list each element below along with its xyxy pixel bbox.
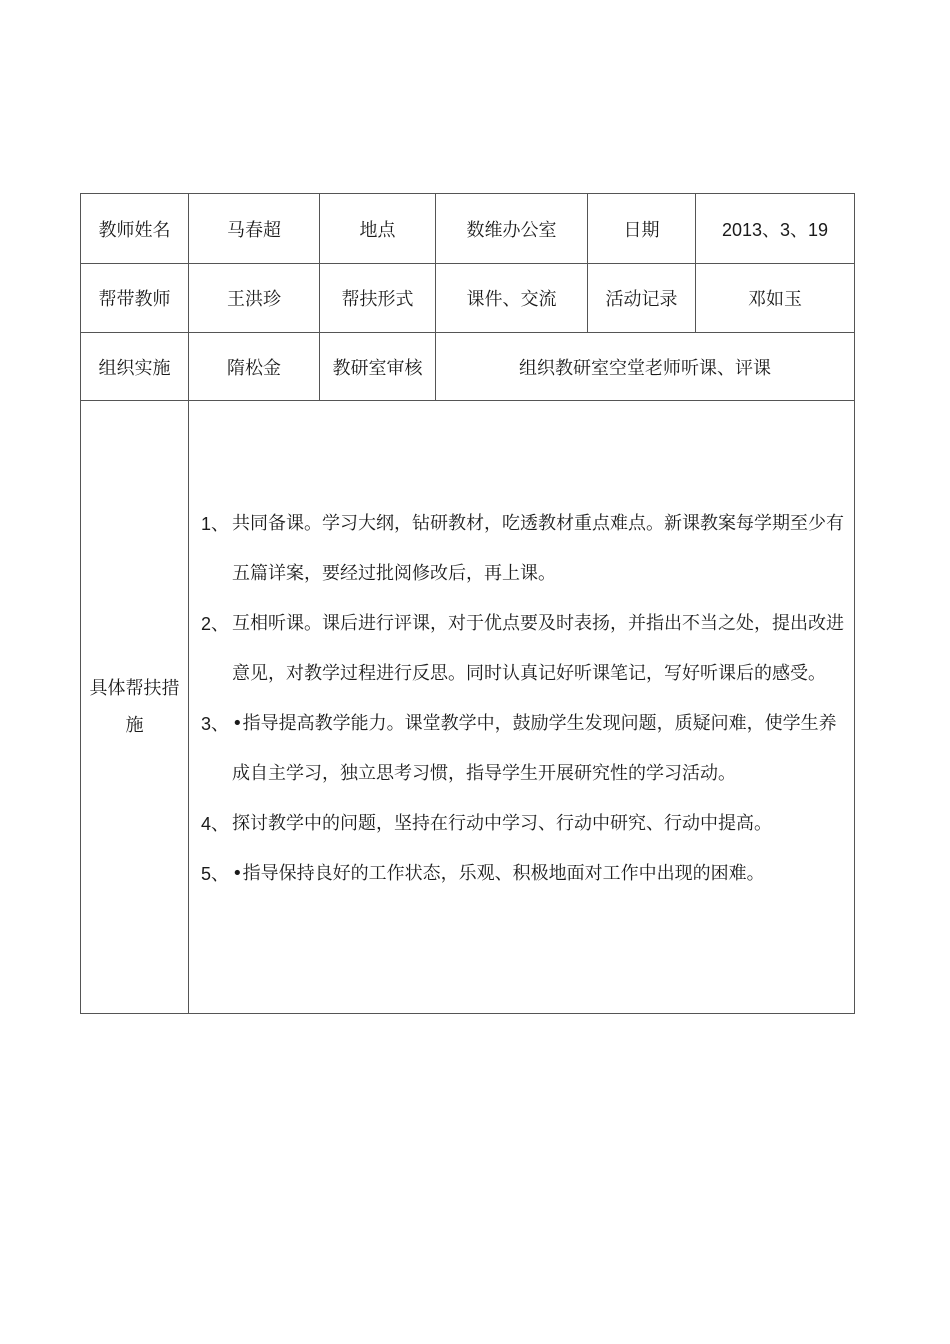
measure-text: 共同备课。学习大纲，钻研教材，吃透教材重点难点。新课教案每学期至少有五篇详案，要经过批阅修改后，再上课。 (232, 513, 844, 584)
review-value: 组织教研室空堂老师听课、评课 (436, 333, 855, 401)
measure-number: 2、 (201, 614, 230, 634)
organizer-value: 隋松金 (189, 333, 320, 401)
measure-number: 3、 (201, 714, 230, 734)
teacher-name-label: 教师姓名 (81, 194, 189, 264)
table-row (81, 333, 855, 401)
list-item (201, 849, 846, 899)
measures-list (189, 499, 854, 899)
list-item (201, 799, 846, 849)
measures-label (81, 401, 189, 1014)
measure-number: 1、 (201, 514, 230, 534)
measures-label-text: 具体帮扶措施 (89, 678, 180, 736)
recorder-value: 邓如玉 (696, 264, 855, 333)
form-value: 课件、交流 (436, 264, 588, 333)
table-row (81, 401, 855, 1014)
list-item (201, 499, 846, 599)
mentoring-record-table (80, 193, 855, 1014)
measure-text: 探讨教学中的问题，坚持在行动中学习、行动中研究、行动中提高。 (232, 813, 772, 834)
recorder-label: 活动记录 (588, 264, 696, 333)
measure-text: •指导提高教学能力。课堂教学中，鼓励学生发现问题，质疑问难，使学生养成自主学习，独立思考习惯，指导学生开展研究性的学习活动。 (232, 713, 837, 784)
measure-number: 4、 (201, 814, 230, 834)
location-value: 数维办公室 (436, 194, 588, 264)
location-label: 地点 (320, 194, 436, 264)
list-item (201, 699, 846, 799)
form-label: 帮扶形式 (320, 264, 436, 333)
date-label: 日期 (588, 194, 696, 264)
date-value: 2013、3、19 (696, 194, 855, 264)
teacher-name-value: 马春超 (189, 194, 320, 264)
mentor-label: 帮带教师 (81, 264, 189, 333)
table-row (81, 264, 855, 333)
measure-number: 5、 (201, 864, 230, 884)
measure-text: 互相听课。课后进行评课，对于优点要及时表扬，并指出不当之处，提出改进意见，对教学过程进行反思。同时认真记好听课笔记，写好听课后的感受。 (232, 613, 844, 684)
table-row (81, 194, 855, 264)
organizer-label: 组织实施 (81, 333, 189, 401)
measures-content (189, 401, 855, 1014)
measure-text: •指导保持良好的工作状态，乐观、积极地面对工作中出现的困难。 (232, 863, 765, 884)
review-label: 教研室审核 (320, 333, 436, 401)
list-item (201, 599, 846, 699)
mentor-value: 王洪珍 (189, 264, 320, 333)
